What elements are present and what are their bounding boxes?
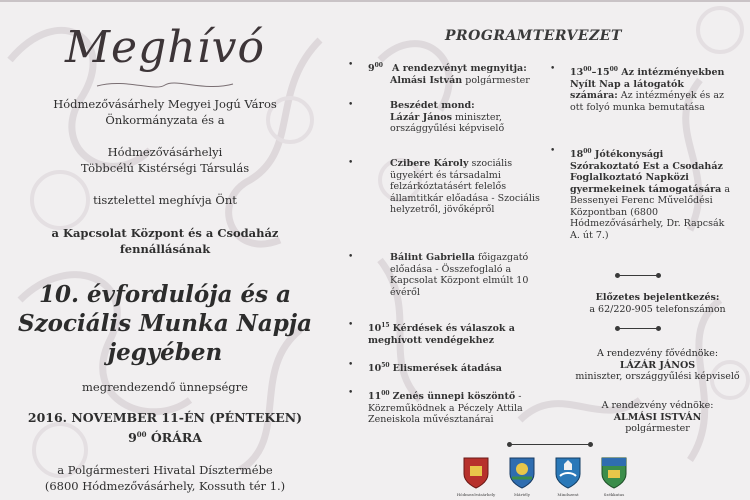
patron-name: LÁZÁR JÁNOS bbox=[619, 359, 696, 371]
registration-block bbox=[565, 292, 750, 315]
item-bold: A rendezvényt megnyitja: bbox=[392, 63, 527, 75]
bullet-icon: • bbox=[550, 64, 556, 74]
patron-block bbox=[565, 348, 750, 383]
crest-label: Székkutas bbox=[603, 492, 625, 497]
item-bold2: Almási István bbox=[390, 74, 463, 86]
event-type: megrendezendő ünnepségre bbox=[82, 380, 248, 394]
crest-label: Mindszent bbox=[557, 492, 579, 497]
item-time-hour: 10 bbox=[368, 363, 382, 375]
item-time-minutes: 00 bbox=[381, 390, 390, 397]
item-time-hour: 18 bbox=[570, 149, 584, 161]
anniversary-line3: jegyében bbox=[107, 339, 223, 366]
program-item-balint bbox=[348, 252, 555, 298]
bullet-icon: • bbox=[550, 146, 556, 156]
item-bold: Beszédet mond: bbox=[390, 100, 475, 111]
program-item-questions bbox=[348, 320, 558, 346]
item-text: szociális ügyekért és társadalmi felzárkóztatásért felelős államtitkár előadása - Szociális helyzetről, jövőképről bbox=[390, 158, 540, 215]
invitation-title: Meghívó bbox=[64, 22, 265, 73]
title-flourish-icon bbox=[95, 78, 235, 92]
item-bold: Zenés ünnepi köszöntő bbox=[392, 391, 516, 403]
event-time-minutes: 00 bbox=[136, 430, 147, 439]
item-time-hour: 9 bbox=[368, 63, 375, 75]
sponsor-block bbox=[565, 400, 750, 435]
item-time-minutes: 00 bbox=[374, 62, 383, 69]
divider-ornament bbox=[618, 328, 658, 329]
bullet-icon: • bbox=[348, 60, 354, 70]
item-time-minutes: 00 bbox=[583, 66, 592, 73]
program-item-opening bbox=[348, 60, 558, 86]
item-bold: Kérdések és válaszok a meghívott vendégekhez bbox=[368, 323, 515, 346]
mindszent-crest-icon bbox=[508, 456, 536, 497]
anniversary-heading bbox=[10, 280, 320, 367]
item-time-hour: 11 bbox=[368, 391, 382, 403]
registration-label: Előzetes bejelentkezés: bbox=[595, 292, 720, 303]
item-text: főigazgató előadása - Összefoglaló a Kapcsolat Központ elmúlt 10 évéről bbox=[390, 252, 529, 298]
item-bold: Az intézményekben Nyílt Nap a látogatók számára: bbox=[570, 67, 725, 102]
sponsor-name: ALMÁSI ISTVÁN bbox=[613, 411, 702, 423]
item-time-minutes: 50 bbox=[381, 362, 390, 369]
item-time-hour: 13 bbox=[570, 67, 584, 79]
program-item-czibere bbox=[348, 158, 555, 216]
program-item-open-day: • $13^{00}-15^{00}$ Az intézményekben Nyílt Nap a látogatók számára: Az intézmények és az ott folyó munka bemutatása bbox=[550, 64, 725, 113]
item-bold: Jótékonysági Szórakoztató Est a Csodaház Foglalkoztató Napközi gyermekeinek támogatására bbox=[570, 149, 723, 195]
item-text: polgármester bbox=[462, 74, 530, 86]
hodmezovasarhely-crest-icon bbox=[456, 456, 496, 497]
program-item-awards bbox=[348, 360, 558, 375]
item-bold: Elismerések átadása bbox=[392, 363, 502, 375]
venue-line2: (6800 Hódmezővásárhely, Kossuth tér 1.) bbox=[44, 479, 286, 493]
item-time-minutes2: 00 bbox=[609, 66, 618, 73]
item-time-minutes: 00 bbox=[583, 148, 592, 155]
item-bold2: Lázár János bbox=[390, 111, 452, 123]
invite-text: tisztelettel meghívja Önt bbox=[93, 193, 237, 207]
item-text: Az intézmények és az ott folyó munka bemutatása bbox=[570, 90, 724, 113]
event-time-suffix: ÓRÁRA bbox=[146, 430, 202, 446]
item-bold: Czibere Károly bbox=[390, 158, 469, 169]
org1-line2: Önkormányzata és a bbox=[105, 113, 225, 127]
event-date: 2016. NOVEMBER 11-ÉN (PÉNTEKEN) bbox=[27, 410, 303, 425]
crest-label: Mártély bbox=[514, 492, 530, 497]
anniversary-line1: 10. évfordulója és a bbox=[39, 281, 291, 308]
divider-ornament bbox=[510, 444, 590, 445]
program-title: PROGRAMTERVEZET bbox=[445, 28, 622, 44]
patron-label: A rendezvény fővédnöke: bbox=[596, 348, 719, 359]
bullet-icon: • bbox=[348, 360, 354, 370]
item-bold: Bálint Gabriella bbox=[390, 252, 475, 263]
invitation-column bbox=[0, 0, 330, 500]
occasion-line1: a Kapcsolat Központ és a Csodaház bbox=[51, 226, 279, 240]
item-time-hour2: 15 bbox=[596, 67, 610, 79]
event-time-hour: 9 bbox=[128, 430, 137, 446]
org2-line2: Többcélú Kistérségi Társulás bbox=[80, 161, 250, 175]
venue-line1: a Polgármesteri Hivatal Dísztermébe bbox=[57, 463, 273, 477]
sponsor-label: A rendezvény védnöke: bbox=[601, 400, 714, 411]
divider-ornament bbox=[618, 275, 658, 276]
crest-label: Hódmezővásárhely bbox=[456, 492, 496, 497]
item-time-minutes: 15 bbox=[381, 322, 390, 329]
szekkutas-crest-icon bbox=[600, 456, 628, 497]
org1-line1: Hódmezővásárhely Megyei Jogú Város bbox=[53, 97, 277, 111]
sponsor-title: polgármester bbox=[625, 423, 690, 434]
occasion-line2: fennállásának bbox=[119, 242, 211, 256]
registration-text: a 62/220-905 telefonszámon bbox=[589, 303, 726, 315]
municipal-crests bbox=[456, 456, 662, 500]
item-time-hour: 10 bbox=[368, 323, 382, 335]
item-text: a Bessenyei Ferenc Művelődési Központban (6800 Hódmezővásárhely, Dr. Rapcsák A. út 7.) bbox=[570, 183, 731, 241]
org2-line1: Hódmezővásárhelyi bbox=[107, 145, 223, 159]
bullet-icon: • bbox=[348, 320, 354, 330]
anniversary-line2: Szociális Munka Napja bbox=[17, 310, 313, 337]
bullet-icon: • bbox=[348, 388, 354, 398]
event-time bbox=[0, 428, 330, 445]
mako-crest-icon bbox=[554, 456, 582, 497]
item-text: miniszter, országgyűlési képviselő bbox=[390, 111, 505, 134]
bullet-icon: • bbox=[348, 100, 354, 110]
program-item-charity-evening bbox=[550, 146, 735, 241]
item-text: - Közreműködnek a Péczely Attila Zeneiskola művésztanárai bbox=[368, 391, 523, 426]
program-item-music bbox=[348, 388, 548, 426]
bullet-icon: • bbox=[348, 158, 354, 168]
program-item-speech bbox=[348, 100, 560, 135]
bullet-icon: • bbox=[348, 252, 354, 262]
patron-title: miniszter, országgyűlési képviselő bbox=[575, 371, 740, 382]
